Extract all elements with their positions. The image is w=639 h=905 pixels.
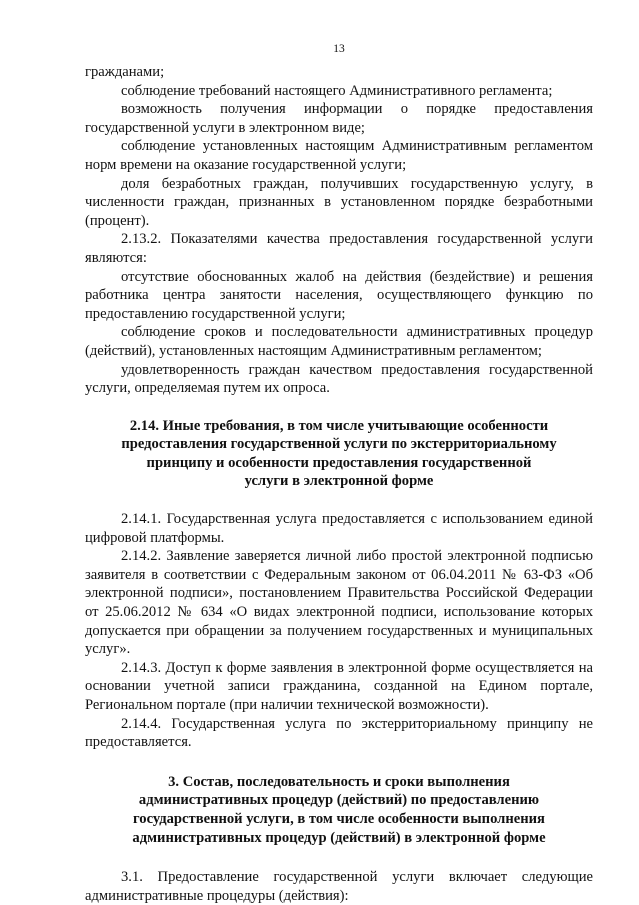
section-quality-indicators — [85, 63, 593, 398]
heading-line: 2.14. Иные требования, в том числе учитывающие особенности — [129, 417, 549, 434]
paragraph: удовлетворенность граждан качеством предоставления государственной услуги, определяемая путем их опроса. — [85, 361, 593, 397]
page-number: 13 — [333, 43, 345, 55]
paragraph: 3.1. Предоставление государственной услуги включает следующие административные процедуры (действия): — [85, 869, 593, 904]
paragraph: 2.14.3. Доступ к форме заявления в электронной форме осуществляется на основании учетной записи гражданина, созданной на Едином портале, Региональном портале (при наличии технической возможности). — [85, 659, 593, 713]
section-heading-3 — [85, 773, 593, 847]
document-page — [85, 0, 593, 903]
paragraph: 2.13.2. Показателями качества предоставления государственной услуги являются: — [85, 231, 593, 266]
heading-line: государственной услуги, в том числе особенности выполнения — [133, 810, 545, 827]
document-body — [85, 63, 593, 905]
paragraph: доля безработных граждан, получивших государственную услугу, в численности граждан, признанных в установленном порядке безработными (процент). — [85, 175, 593, 229]
heading-line: административных процедур (действий) по предоставлению — [138, 792, 540, 809]
section-2-14-body — [85, 510, 593, 752]
paragraph: 2.14.4. Государственная услуга по экстерриториальному принципу не предоставляется. — [85, 715, 593, 751]
paragraph: соблюдение установленных настоящим Административным регламентом норм времени на оказание государственной услуги; — [85, 138, 593, 173]
paragraph: 2.14.1. Государственная услуга предоставляется с использованием единой цифровой платформы. — [85, 511, 593, 546]
paragraph: соблюдение требований настоящего Административного регламента; — [121, 82, 553, 99]
paragraph: гражданами; — [85, 64, 165, 80]
paragraph: соблюдение сроков и последовательности административных процедур (действий), установленных настоящим Административным регламентом; — [85, 324, 593, 359]
paragraph: возможность получения информации о порядке предоставления государственной услуги в электронном виде; — [85, 101, 593, 136]
paragraph: отсутствие обоснованных жалоб на действия (бездействие) и решения работника центра занятости населения, осуществляющего функцию по предоставлению государственной услуги; — [85, 268, 593, 322]
paragraph: 2.14.2. Заявление заверяется личной либо простой электронной подписью заявителя в соответствии с Федеральным законом от 06.04.2011 № 63-ФЗ «Об электронной подписи», постановлением Правительства Российской Федерации от 25.06.2012 № 634 «О видах электронной подписи, использование которых допускается при обращении за получением государственных и муниципальных услуг». — [85, 548, 593, 658]
section-3-body — [85, 868, 593, 905]
section-heading-2-14 — [85, 417, 593, 491]
heading-line: 3. Состав, последовательность и сроки выполнения — [168, 773, 510, 790]
heading-line: услуги в электронной форме — [244, 473, 434, 490]
heading-line: принципу и особенности предоставления государственной — [146, 454, 532, 471]
heading-line: административных процедур (действий) в электронной форме — [132, 829, 546, 846]
heading-line: предоставления государственной услуги по экстерриториальному — [121, 436, 557, 453]
